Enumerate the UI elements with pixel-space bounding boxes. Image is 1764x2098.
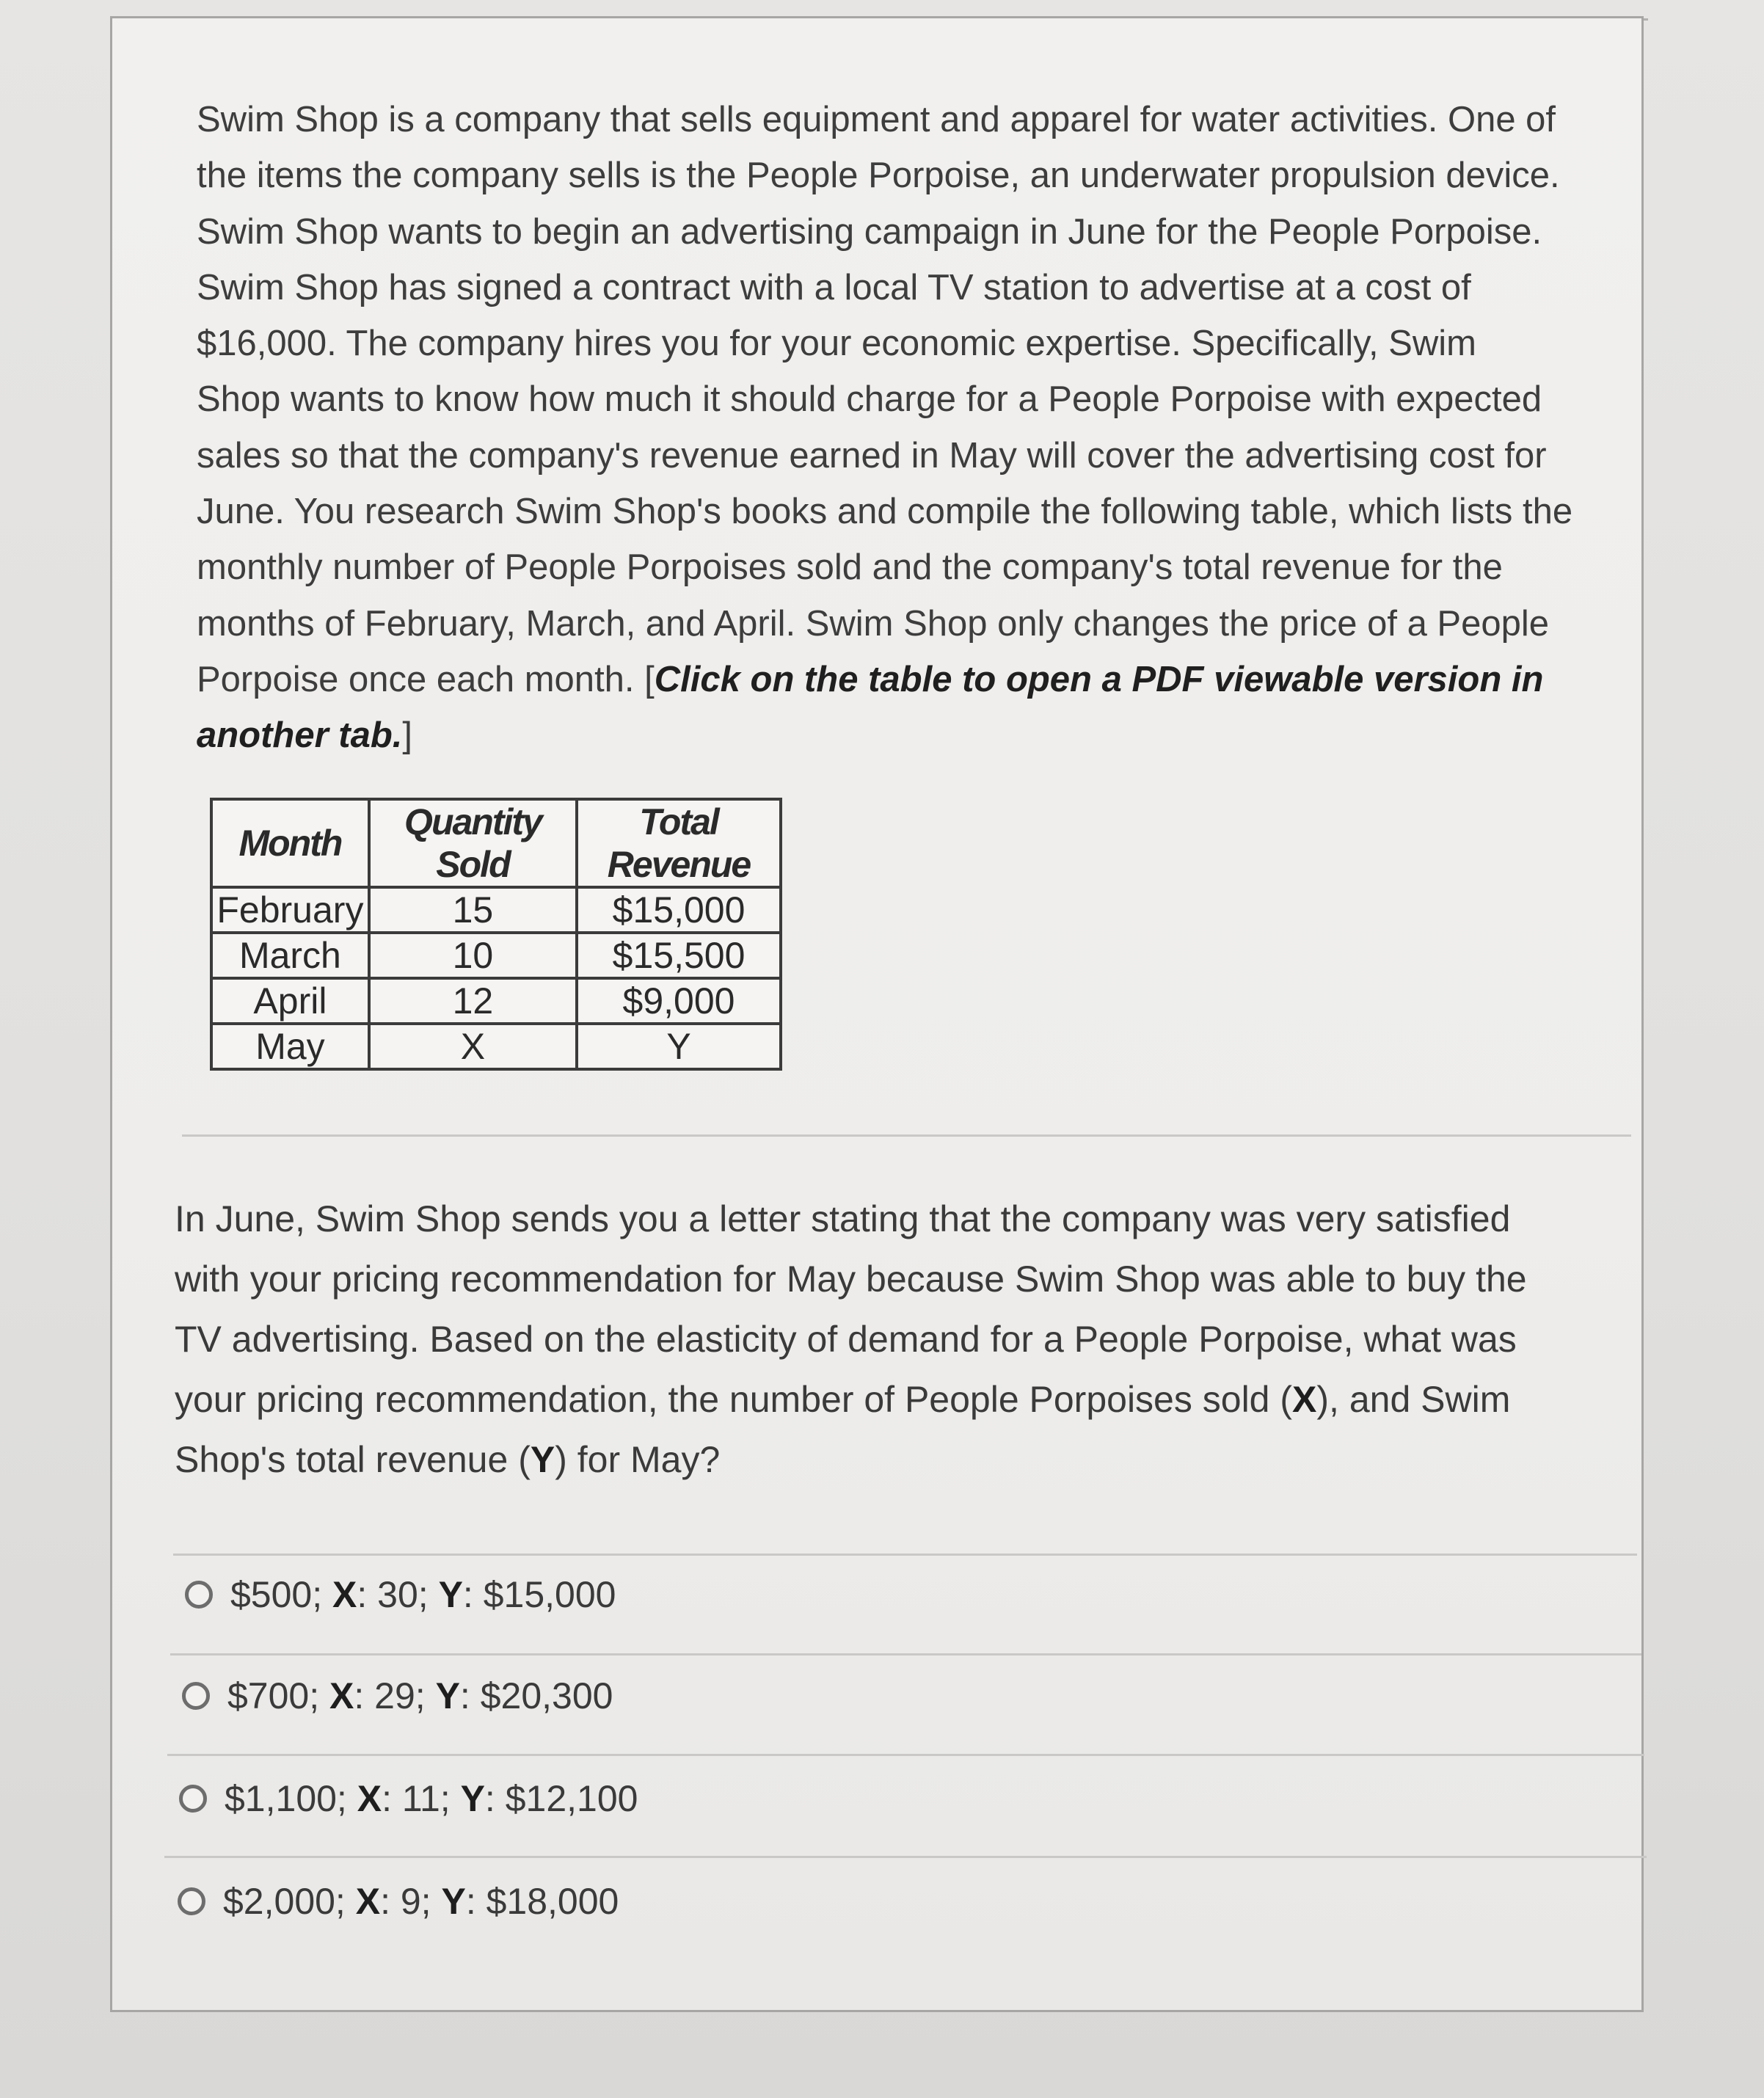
passage-line: months of February, March, and April. Swim Shop only changes the price of a People bbox=[197, 603, 1550, 644]
option-label: $1,100; X: 11; Y: $12,100 bbox=[225, 1778, 638, 1819]
passage-line: sales so that the company's revenue earned in May will cover the advertising cost for bbox=[197, 435, 1547, 476]
question-text: ), and Swim bbox=[1316, 1379, 1511, 1420]
passage-line bbox=[197, 652, 1635, 707]
section-divider bbox=[182, 1134, 1631, 1137]
option-divider bbox=[164, 1856, 1647, 1858]
passage-text: Porpoise once each month. [ bbox=[197, 659, 655, 699]
passage-text: ] bbox=[402, 715, 413, 756]
radio-button[interactable] bbox=[182, 1682, 210, 1710]
question-line: In June, Swim Shop sends you a letter stating that the company was very satisfied bbox=[175, 1198, 1511, 1239]
cell-month: April bbox=[211, 978, 369, 1024]
header-text: Sold bbox=[436, 844, 510, 885]
passage-line: the items the company sells is the People Porpoise, an underwater propulsion device. bbox=[197, 156, 1560, 196]
header-text: Quantity bbox=[404, 801, 542, 842]
column-header-total-revenue bbox=[577, 799, 781, 887]
pdf-link-instruction-cont[interactable]: another tab. bbox=[197, 715, 403, 756]
table-row bbox=[211, 978, 781, 1024]
option-label: $700; X: 29; Y: $20,300 bbox=[227, 1675, 613, 1716]
cell-quantity: 15 bbox=[369, 887, 577, 933]
variable-x: X bbox=[1292, 1379, 1317, 1420]
passage-line: June. You research Swim Shop's books and compile the following table, which lists the bbox=[197, 492, 1573, 532]
option-label: $2,000; X: 9; Y: $18,000 bbox=[223, 1881, 619, 1922]
option-divider bbox=[167, 1754, 1644, 1756]
pdf-link-instruction[interactable]: Click on the table to open a PDF viewable version in bbox=[654, 659, 1544, 699]
passage-line: Swim Shop is a company that sells equipment and apparel for water activities. One of bbox=[197, 100, 1556, 139]
passage-line bbox=[197, 707, 1635, 763]
radio-button[interactable] bbox=[178, 1887, 205, 1915]
cell-quantity: 10 bbox=[369, 933, 577, 978]
cell-quantity: X bbox=[369, 1024, 577, 1069]
passage-line: monthly number of People Porpoises sold and the company's total revenue for the bbox=[197, 547, 1503, 588]
cell-revenue: $9,000 bbox=[577, 978, 781, 1024]
option-divider bbox=[170, 1653, 1641, 1656]
options-top-divider bbox=[173, 1554, 1637, 1556]
table-row bbox=[211, 887, 781, 933]
cell-month: February bbox=[211, 887, 369, 933]
radio-button[interactable] bbox=[185, 1581, 213, 1609]
question-line bbox=[175, 1369, 1635, 1429]
question-line: with your pricing recommendation for May because Swim Shop was able to buy the bbox=[175, 1259, 1527, 1300]
column-header-quantity-sold bbox=[369, 799, 577, 887]
passage-line: Swim Shop has signed a contract with a local TV station to advertise at a cost of bbox=[197, 267, 1471, 307]
cell-quantity: 12 bbox=[369, 978, 577, 1024]
question-text: your pricing recommendation, the number of People Porpoises sold ( bbox=[175, 1379, 1293, 1420]
scenario-passage bbox=[197, 92, 1635, 764]
cell-revenue: Y bbox=[577, 1024, 781, 1069]
header-text: Revenue bbox=[607, 844, 751, 885]
radio-button[interactable] bbox=[179, 1785, 207, 1813]
question-line bbox=[175, 1429, 1635, 1490]
answer-option-3[interactable] bbox=[179, 1777, 638, 1820]
cell-revenue: $15,500 bbox=[577, 933, 781, 978]
header-text: Total bbox=[639, 801, 718, 842]
answer-option-1[interactable] bbox=[185, 1573, 616, 1616]
cell-revenue: $15,000 bbox=[577, 887, 781, 933]
table-header-row bbox=[211, 799, 781, 887]
cell-month: May bbox=[211, 1024, 369, 1069]
question-text: Shop's total revenue ( bbox=[175, 1439, 531, 1480]
cell-month: March bbox=[211, 933, 369, 978]
sales-data-table[interactable] bbox=[210, 798, 782, 1071]
question-line: TV advertising. Based on the elasticity of demand for a People Porpoise, what was bbox=[175, 1319, 1517, 1360]
question-text: ) for May? bbox=[555, 1439, 721, 1480]
passage-line: $16,000. The company hires you for your economic expertise. Specifically, Swim bbox=[197, 324, 1476, 364]
passage-line: Shop wants to know how much it should charge for a People Porpoise with expected bbox=[197, 379, 1542, 420]
question-stem bbox=[175, 1189, 1635, 1490]
answer-option-4[interactable] bbox=[178, 1880, 619, 1923]
passage-line: Swim Shop wants to begin an advertising campaign in June for the People Porpoise. bbox=[197, 211, 1542, 252]
table-row bbox=[211, 1024, 781, 1069]
variable-y: Y bbox=[530, 1439, 555, 1480]
answer-option-2[interactable] bbox=[182, 1675, 613, 1717]
column-header-month: Month bbox=[211, 799, 369, 887]
table-row bbox=[211, 933, 781, 978]
option-label: $500; X: 30; Y: $15,000 bbox=[230, 1574, 616, 1615]
